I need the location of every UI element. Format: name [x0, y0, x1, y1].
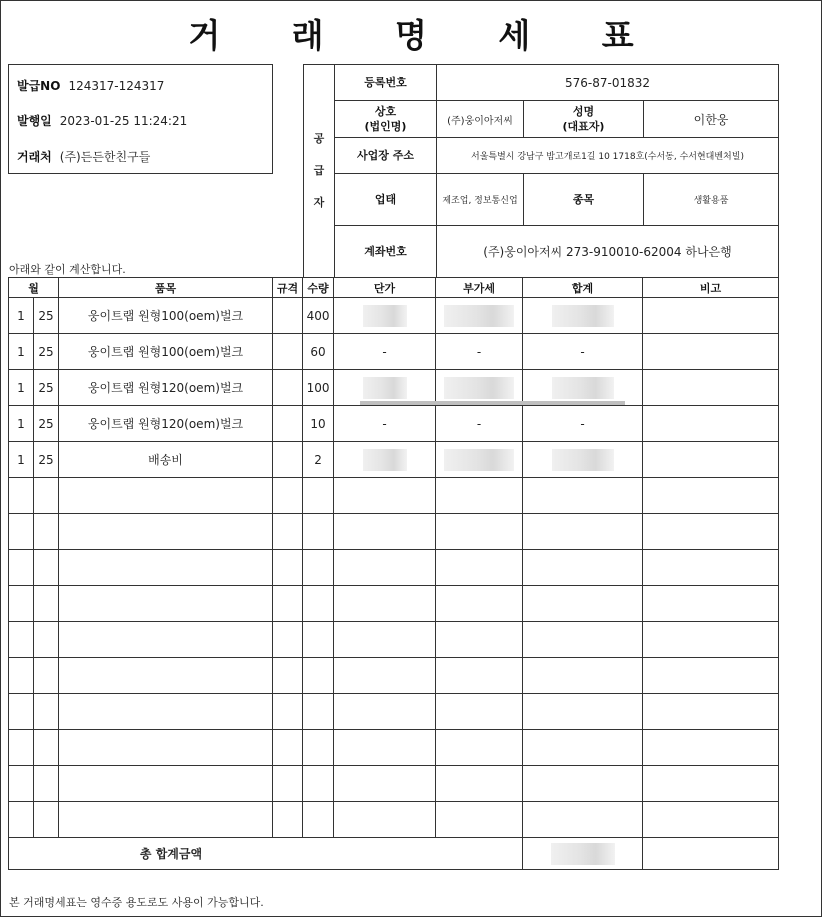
cell-vat [436, 514, 523, 550]
cell-vat [436, 802, 523, 838]
cell-month [9, 550, 34, 586]
cell-vat [436, 298, 523, 334]
cell-unit-price [334, 550, 436, 586]
cell-day [34, 550, 59, 586]
reg-number-label: 등록번호 [335, 65, 437, 101]
cell-item [59, 514, 273, 550]
cell-remark [643, 370, 779, 406]
cell-spec [273, 478, 303, 514]
table-row [9, 658, 779, 694]
cell-qty [303, 550, 334, 586]
cell-remark [643, 406, 779, 442]
redacted-amount [444, 377, 514, 399]
address-value: 서울특별시 강남구 밤고개로1길 10 1718호(수서동, 수서현대벤처빌) [437, 138, 779, 174]
table-row [9, 478, 779, 514]
document-title: 거 래 명 세 표 [188, 16, 664, 55]
header-spec: 규격 [273, 278, 303, 298]
cell-day: 25 [34, 406, 59, 442]
cell-qty [303, 478, 334, 514]
cell-unit-price [334, 766, 436, 802]
cell-qty [303, 766, 334, 802]
cell-remark [643, 478, 779, 514]
cell-qty [303, 514, 334, 550]
cell-spec [273, 334, 303, 370]
business-value: 제조업, 정보통신업 [437, 174, 524, 226]
cell-month: 1 [9, 442, 34, 478]
redacted-amount [444, 305, 514, 327]
cell-spec [273, 586, 303, 622]
supplier-table [303, 64, 779, 278]
calc-note: 아래와 같이 계산합니다. [9, 263, 126, 276]
supplier-side-label: 공 급 자 [304, 65, 335, 278]
cell-remark [643, 586, 779, 622]
cell-item [59, 658, 273, 694]
cell-month: 1 [9, 406, 34, 442]
cell-month [9, 730, 34, 766]
cell-vat: - [436, 334, 523, 370]
issuer-box [8, 64, 273, 174]
cell-month: 1 [9, 370, 34, 406]
cell-item: 웅이트랩 원형100(oem)벌크 [59, 334, 273, 370]
table-row [9, 442, 779, 478]
account-value: (주)웅이아저씨 273-910010-62004 하나은행 [437, 226, 779, 278]
header-total: 합계 [523, 278, 643, 298]
cell-unit-price: - [334, 406, 436, 442]
cell-spec [273, 694, 303, 730]
cell-total: - [523, 334, 643, 370]
cell-month [9, 478, 34, 514]
cell-month: 1 [9, 298, 34, 334]
cell-day [34, 694, 59, 730]
table-row [9, 586, 779, 622]
cell-item [59, 586, 273, 622]
cell-remark [643, 730, 779, 766]
cell-total [523, 514, 643, 550]
cell-unit-price [334, 730, 436, 766]
issue-date-label: 발행일 [17, 114, 52, 128]
cell-spec [273, 658, 303, 694]
cell-unit-price [334, 298, 436, 334]
cell-total [523, 442, 643, 478]
cell-qty: 400 [303, 298, 334, 334]
category-value: 생활용품 [644, 174, 779, 226]
cell-month [9, 766, 34, 802]
representative-label: 성명 (대표자) [524, 101, 644, 138]
header-month-day: 월 [9, 278, 59, 298]
cell-vat [436, 658, 523, 694]
address-label: 사업장 주소 [335, 138, 437, 174]
cell-total [523, 658, 643, 694]
grand-total-label: 총 합계금액 [139, 847, 203, 861]
cell-spec [273, 622, 303, 658]
issue-date-value: 2023-01-25 11:24:21 [59, 114, 188, 128]
cell-total [523, 550, 643, 586]
cell-unit-price [334, 694, 436, 730]
cell-remark [643, 550, 779, 586]
table-row [9, 406, 779, 442]
cell-total [523, 802, 643, 838]
cell-item: 웅이트랩 원형120(oem)벌크 [59, 406, 273, 442]
cell-qty: 10 [303, 406, 334, 442]
table-row [9, 730, 779, 766]
redacted-amount [363, 305, 407, 327]
cell-spec [273, 406, 303, 442]
cell-remark [643, 802, 779, 838]
header-unit-price: 단가 [334, 278, 436, 298]
cell-day: 25 [34, 298, 59, 334]
cell-vat [436, 550, 523, 586]
grand-total-label-cell [9, 838, 523, 870]
cell-item: 웅이트랩 원형120(oem)벌크 [59, 370, 273, 406]
issue-number-row [17, 77, 164, 94]
cell-spec [273, 514, 303, 550]
cell-spec [273, 730, 303, 766]
table-row [9, 694, 779, 730]
cell-unit-price [334, 514, 436, 550]
cell-spec [273, 370, 303, 406]
cell-item [59, 622, 273, 658]
grand-total-remark [643, 838, 779, 870]
table-row [9, 766, 779, 802]
cell-month [9, 622, 34, 658]
account-label: 계좌번호 [335, 226, 437, 278]
cell-qty [303, 658, 334, 694]
table-row [9, 514, 779, 550]
category-label: 종목 [524, 174, 644, 226]
redacted-amount [552, 449, 614, 471]
issue-number-label: 발급NO [17, 79, 61, 93]
cell-qty [303, 802, 334, 838]
cell-unit-price: - [334, 334, 436, 370]
cell-unit-price [334, 442, 436, 478]
client-label: 거래처 [17, 150, 52, 164]
cell-month [9, 514, 34, 550]
cell-day [34, 622, 59, 658]
reg-number-value: 576-87-01832 [437, 65, 779, 101]
cell-total [523, 622, 643, 658]
cell-day [34, 478, 59, 514]
cell-qty [303, 622, 334, 658]
cell-total [523, 694, 643, 730]
company-label: 상호 (법인명) [335, 101, 437, 138]
cell-qty [303, 694, 334, 730]
table-row [9, 298, 779, 334]
cell-remark [643, 622, 779, 658]
table-row [9, 622, 779, 658]
header-qty: 수량 [303, 278, 334, 298]
cell-total [523, 298, 643, 334]
cell-month [9, 694, 34, 730]
table-row [9, 802, 779, 838]
cell-day [34, 766, 59, 802]
cell-qty: 60 [303, 334, 334, 370]
cell-item: 배송비 [59, 442, 273, 478]
client-value: (주)든든한친구들 [59, 150, 151, 164]
cell-remark [643, 442, 779, 478]
header-remark: 비고 [643, 278, 779, 298]
cell-day [34, 586, 59, 622]
cell-day: 25 [34, 334, 59, 370]
cell-remark [643, 766, 779, 802]
cell-item: 웅이트랩 원형100(oem)벌크 [59, 298, 273, 334]
cell-remark [643, 694, 779, 730]
cell-vat [436, 766, 523, 802]
cell-vat [436, 478, 523, 514]
cell-remark [643, 334, 779, 370]
client-row [17, 148, 150, 165]
redacted-amount [551, 843, 615, 865]
items-table [8, 277, 779, 870]
cell-total [523, 730, 643, 766]
cell-item [59, 730, 273, 766]
cell-remark [643, 514, 779, 550]
representative-value: 이한웅 [644, 101, 779, 138]
cell-total [523, 766, 643, 802]
cell-spec [273, 766, 303, 802]
strike-line [360, 401, 625, 405]
cell-day: 25 [34, 370, 59, 406]
cell-vat [436, 694, 523, 730]
cell-total: - [523, 406, 643, 442]
cell-item [59, 766, 273, 802]
issue-date-row [17, 112, 187, 129]
cell-vat: - [436, 406, 523, 442]
cell-day [34, 658, 59, 694]
cell-day [34, 802, 59, 838]
cell-qty [303, 730, 334, 766]
cell-spec [273, 802, 303, 838]
company-value: (주)웅이아저씨 [437, 101, 524, 138]
cell-qty: 2 [303, 442, 334, 478]
cell-vat [436, 586, 523, 622]
cell-month [9, 802, 34, 838]
cell-qty: 100 [303, 370, 334, 406]
table-row [9, 550, 779, 586]
cell-spec [273, 442, 303, 478]
cell-month [9, 658, 34, 694]
cell-item [59, 550, 273, 586]
cell-day [34, 730, 59, 766]
cell-spec [273, 298, 303, 334]
cell-unit-price [334, 658, 436, 694]
grand-total-row [9, 838, 779, 870]
cell-vat [436, 622, 523, 658]
redacted-amount [444, 449, 514, 471]
cell-unit-price [334, 586, 436, 622]
footer-note: 본 거래명세표는 영수증 용도로도 사용이 가능합니다. [9, 896, 264, 909]
cell-vat [436, 442, 523, 478]
cell-total [523, 478, 643, 514]
redacted-amount [552, 305, 614, 327]
cell-spec [273, 550, 303, 586]
redacted-amount [552, 377, 614, 399]
cell-item [59, 478, 273, 514]
cell-unit-price [334, 622, 436, 658]
cell-item [59, 694, 273, 730]
cell-day [34, 514, 59, 550]
cell-day: 25 [34, 442, 59, 478]
cell-item [59, 802, 273, 838]
issue-number-value: 124317-124317 [68, 79, 165, 93]
cell-vat [436, 730, 523, 766]
cell-month: 1 [9, 334, 34, 370]
cell-remark [643, 658, 779, 694]
business-label: 업태 [335, 174, 437, 226]
table-row [9, 334, 779, 370]
grand-total-amount [523, 838, 643, 870]
header-item: 품목 [59, 278, 273, 298]
cell-unit-price [334, 478, 436, 514]
cell-month [9, 586, 34, 622]
cell-qty [303, 586, 334, 622]
redacted-amount [363, 377, 407, 399]
cell-remark [643, 298, 779, 334]
cell-unit-price [334, 802, 436, 838]
cell-total [523, 586, 643, 622]
header-vat: 부가세 [436, 278, 523, 298]
redacted-amount [363, 449, 407, 471]
